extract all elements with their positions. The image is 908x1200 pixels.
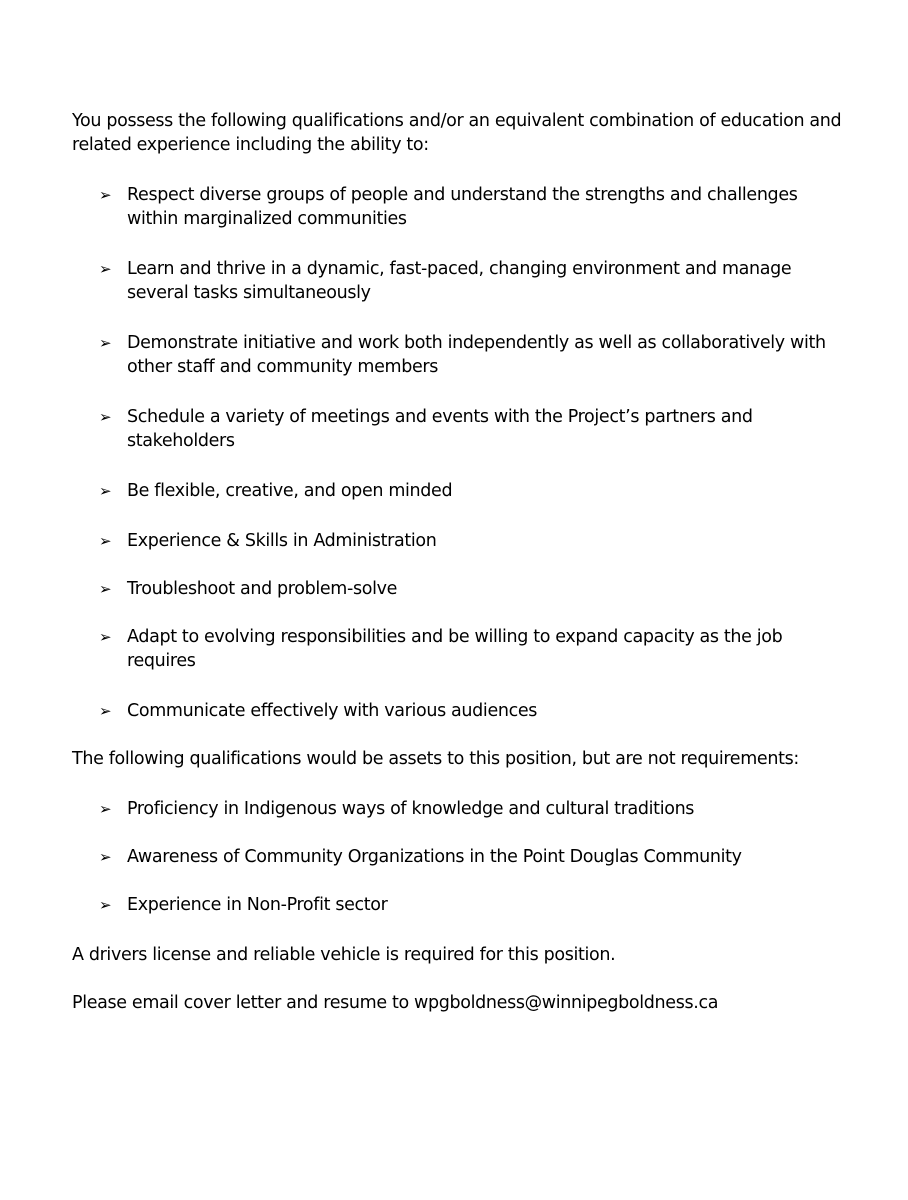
list-item-text: Respect diverse groups of people and understand the strengths and challenges within marginalized communities — [127, 185, 798, 229]
list-item-text: Be flexible, creative, and open minded — [127, 481, 453, 501]
list-item — [72, 845, 852, 869]
list-item-text: Experience & Skills in Administration — [127, 531, 437, 551]
list-item — [72, 331, 852, 379]
document-page — [72, 109, 852, 1015]
arrow-bullet-icon: ➢ — [99, 482, 112, 500]
arrow-bullet-icon: ➢ — [99, 896, 112, 914]
arrow-bullet-icon: ➢ — [99, 580, 112, 598]
arrow-bullet-icon: ➢ — [99, 260, 112, 278]
list-item-text: Communicate effectively with various audiences — [127, 701, 538, 721]
list-item — [72, 183, 852, 231]
list-item-text: Learn and thrive in a dynamic, fast-paced, changing environment and manage several tasks simultaneously — [127, 259, 792, 303]
list-item — [72, 257, 852, 305]
arrow-bullet-icon: ➢ — [99, 848, 112, 866]
list-item-text: Schedule a variety of meetings and events with the Project’s partners and stakeholders — [127, 407, 753, 451]
email-note: Please email cover letter and resume to wpgboldness@winnipegboldness.ca — [72, 993, 719, 1013]
list-item — [72, 529, 852, 553]
list-item — [72, 405, 852, 453]
list-item — [72, 625, 852, 673]
list-item — [72, 479, 852, 503]
arrow-bullet-icon: ➢ — [99, 800, 112, 818]
license-note: A drivers license and reliable vehicle is required for this position. — [72, 945, 616, 965]
required-qualifications-list — [72, 183, 852, 723]
assets-intro-paragraph: The following qualifications would be assets to this position, but are not requirements: — [72, 749, 799, 769]
list-item-text: Demonstrate initiative and work both independently as well as collaboratively with other staff and community members — [127, 333, 826, 377]
list-item-text: Experience in Non-Profit sector — [127, 895, 388, 915]
arrow-bullet-icon: ➢ — [99, 408, 112, 426]
list-item-text: Troubleshoot and problem-solve — [127, 579, 398, 599]
arrow-bullet-icon: ➢ — [99, 628, 112, 646]
list-item-text: Proficiency in Indigenous ways of knowledge and cultural traditions — [127, 799, 695, 819]
asset-qualifications-list — [72, 797, 852, 917]
list-item — [72, 577, 852, 601]
list-item — [72, 797, 852, 821]
arrow-bullet-icon: ➢ — [99, 532, 112, 550]
arrow-bullet-icon: ➢ — [99, 702, 112, 720]
intro-paragraph: You possess the following qualifications and/or an equivalent combination of education and related experience including the ability to: — [72, 111, 842, 155]
list-item-text: Adapt to evolving responsibilities and be willing to expand capacity as the job requires — [127, 627, 783, 671]
list-item — [72, 893, 852, 917]
list-item-text: Awareness of Community Organizations in the Point Douglas Community — [127, 847, 742, 867]
arrow-bullet-icon: ➢ — [99, 334, 112, 352]
arrow-bullet-icon: ➢ — [99, 186, 112, 204]
list-item — [72, 699, 852, 723]
